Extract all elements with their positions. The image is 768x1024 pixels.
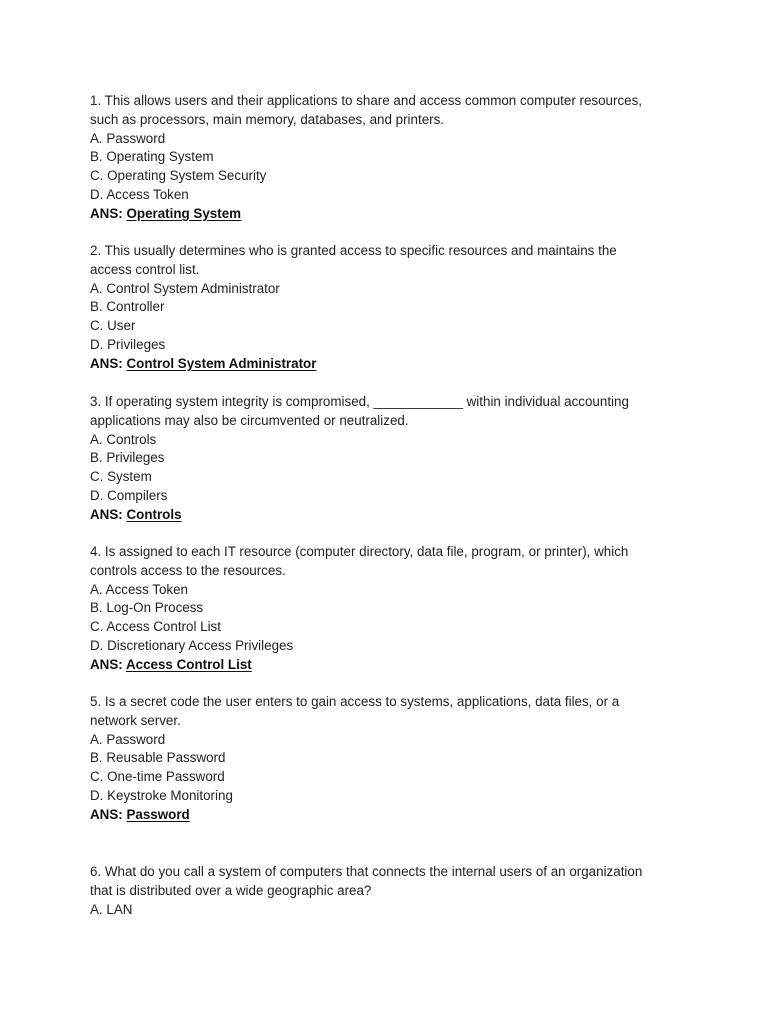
answer-value: Access Control List xyxy=(125,656,252,672)
answer-value: Password xyxy=(126,806,190,822)
option-c: C. User xyxy=(90,318,136,334)
stem-line: that is distributed over a wide geographic area? xyxy=(90,882,372,898)
stem-line: network server. xyxy=(90,712,181,728)
option-b: B. Operating System xyxy=(90,149,214,165)
option-d: D. Keystroke Monitoring xyxy=(90,787,233,803)
option-c: C. Access Control List xyxy=(90,619,221,635)
question-3 xyxy=(90,393,680,525)
option-c: C. One-time Password xyxy=(90,769,225,785)
stem-line: 1. This allows users and their applications to share and access common computer resources, xyxy=(90,93,643,108)
option-d: D. Privileges xyxy=(90,336,166,352)
stem-line: 3. If operating system integrity is compromised, ____________ within individual accounting xyxy=(90,394,629,409)
answer-line xyxy=(90,656,680,675)
answer-line xyxy=(90,205,680,224)
question-5 xyxy=(90,693,680,825)
answer-label: ANS: xyxy=(90,656,123,672)
answer-label: ANS: xyxy=(90,806,123,822)
stem-line: applications may also be circumvented or neutralized. xyxy=(90,412,409,428)
stem-line: such as processors, main memory, databases, and printers. xyxy=(90,111,445,127)
question-2 xyxy=(90,242,680,374)
option-c: C. System xyxy=(90,469,152,485)
stem-line: 6. What do you call a system of computers that connects the internal users of an organization xyxy=(90,864,643,879)
option-a: A. LAN xyxy=(90,901,133,917)
option-b: B. Privileges xyxy=(90,450,165,466)
answer-label: ANS: xyxy=(90,205,123,221)
answer-line xyxy=(90,506,680,525)
answer-value: Controls xyxy=(126,506,182,522)
option-d: D. Compilers xyxy=(90,487,168,503)
option-a: A. Controls xyxy=(90,431,157,447)
stem-line: 4. Is assigned to each IT resource (computer directory, data file, program, or printer), which xyxy=(90,544,629,559)
question-stem xyxy=(90,543,680,581)
question-stem xyxy=(90,92,680,130)
question-1 xyxy=(90,92,680,224)
option-a: A. Control System Administrator xyxy=(90,280,280,296)
option-a: A. Password xyxy=(90,731,166,747)
option-a: A. Access Token xyxy=(90,581,189,597)
question-stem xyxy=(90,393,680,431)
answer-line xyxy=(90,806,680,825)
option-b: B. Log-On Process xyxy=(90,600,204,616)
stem-line: controls access to the resources. xyxy=(90,562,286,578)
option-b: B. Reusable Password xyxy=(90,750,226,766)
question-stem xyxy=(90,242,680,280)
option-b: B. Controller xyxy=(90,299,165,315)
question-6 xyxy=(90,863,680,919)
question-4 xyxy=(90,543,680,675)
answer-value: Control System Administrator xyxy=(126,355,317,371)
option-c: C. Operating System Security xyxy=(90,168,267,184)
option-d: D. Discretionary Access Privileges xyxy=(90,637,294,653)
stem-line: 5. Is a secret code the user enters to gain access to systems, applications, data files, or a xyxy=(90,694,620,709)
answer-value: Operating System xyxy=(126,205,242,221)
answer-label: ANS: xyxy=(90,506,123,522)
question-stem xyxy=(90,863,680,901)
option-a: A. Password xyxy=(90,130,166,146)
answer-label: ANS: xyxy=(90,355,123,371)
stem-line: 2. This usually determines who is granted access to specific resources and maintains the xyxy=(90,243,617,258)
question-stem xyxy=(90,693,680,731)
answer-line xyxy=(90,355,680,374)
option-d: D. Access Token xyxy=(90,186,189,202)
stem-line: access control list. xyxy=(90,261,200,277)
